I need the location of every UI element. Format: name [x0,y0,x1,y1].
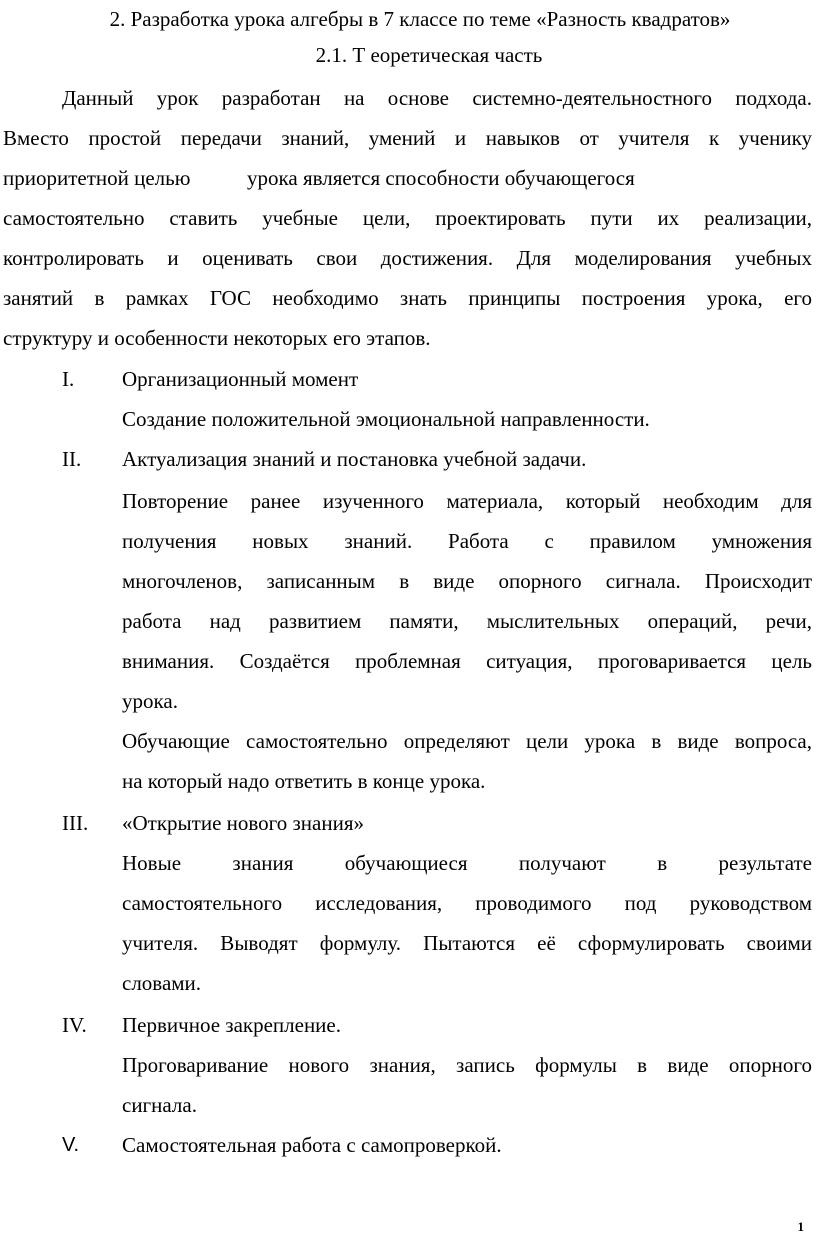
stage-number: I. [62,367,75,391]
stage-number: III. [62,811,89,835]
intro-line: Вместо простой передачи знаний, умений и навыков от учителя к ученику [3,126,812,150]
intro-line: Данный урок разработан на основе системно-деятельностного подхода. [62,86,812,110]
intro-line: приоритетной целью [3,166,191,190]
stage-number: IV. [62,1013,87,1037]
stage-title: Организационный момент [122,367,359,391]
stage-description: работа над развитием памяти, мыслительных операций, речи, [122,609,812,633]
intro-line: урока является способности обучающегося [247,166,635,190]
stage-title: Самостоятельная работа с самопроверкой. [122,1133,502,1157]
document-heading: 2. Разработка урока алгебры в 7 классе по теме «Разность квадратов» [109,7,731,31]
stage-description: урока. [122,689,178,713]
intro-line: занятий в рамках ГОС необходимо знать принципы построения урока, его [3,286,812,310]
stage-description: Создание положительной эмоциональной направленности. [122,407,650,431]
intro-line: структуру и особенности некоторых его этапов. [3,326,431,350]
stage-description: многочленов, записанным в виде опорного сигнала. Происходит [122,569,812,593]
page-number: 1 [797,1219,804,1234]
stage-description: Проговаривание нового знания, запись формулы в виде опорного [122,1053,812,1077]
stage-description: получения новых знаний. Работа с правилом умножения [122,529,812,553]
stage-description: словами. [122,971,202,995]
stage-description: Повторение ранее изученного материала, который необходим для [122,489,812,513]
stage-description: учителя. Выводят формулу. Пытаются её сформулировать своими [122,931,812,955]
stage-description: Обучающие самостоятельно определяют цели урока в виде вопроса, [122,729,812,753]
stage-description: Новые знания обучающиеся получают в результате [122,851,812,875]
stage-description: на который надо ответить в конце урока. [122,769,486,793]
stage-description: самостоятельного исследования, проводимого под руководством [122,891,812,915]
stage-description: сигнала. [122,1093,197,1117]
stage-description: внимания. Создаётся проблемная ситуация, проговаривается цель [122,649,812,673]
stage-title: Актуализация знаний и постановка учебной задачи. [122,447,587,471]
stage-number: V. [62,1134,80,1156]
section-subheading: 2.1. Т еоретическая часть [315,43,543,67]
stage-title: Первичное закрепление. [122,1013,341,1037]
intro-line: контролировать и оценивать свои достижения. Для моделирования учебных [3,246,812,270]
stage-number: II. [62,447,82,471]
stage-title: «Открытие нового знания» [122,811,364,835]
intro-line: самостоятельно ставить учебные цели, проектировать пути их реализации, [3,206,812,230]
